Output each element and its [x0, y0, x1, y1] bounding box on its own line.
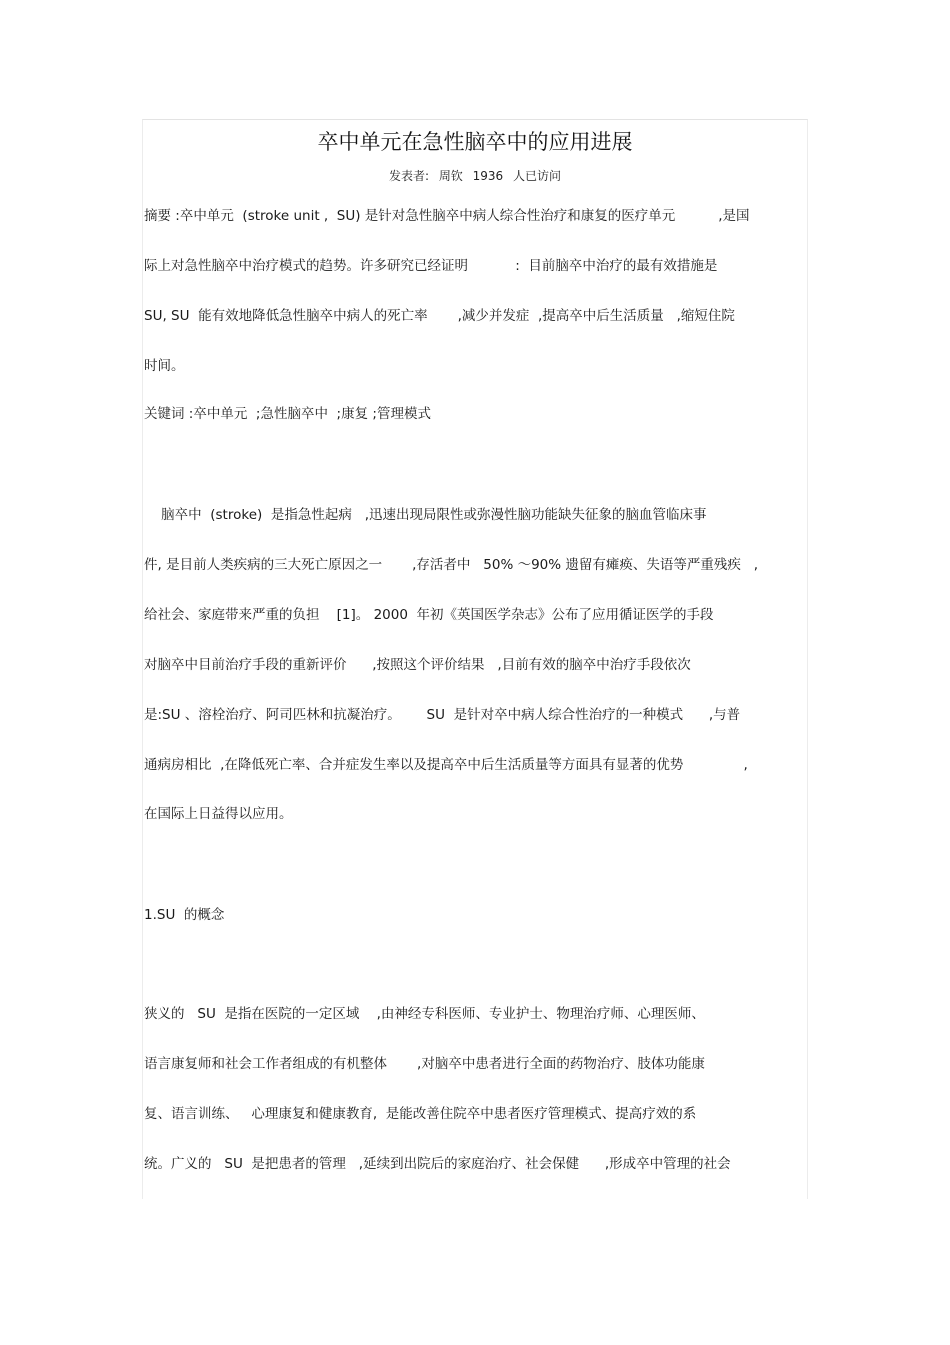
abstract-line: SU, SU 能有效地降低急性脑卒中病人的死亡率 ,减少并发症 ,提高卒中后生活质量 ,缩短住院: [144, 308, 735, 324]
visit-count-suffix: 人已访问: [513, 169, 562, 183]
body-line: 对脑卒中目前治疗手段的重新评价 ,按照这个评价结果 ,目前有效的脑卒中治疗手段依次: [144, 657, 691, 673]
abstract-line: 时间。: [144, 358, 185, 374]
body-line: 是:SU 、溶栓治疗、阿司匹林和抗凝治疗。 SU 是针对卒中病人综合性治疗的一种模式 ,与普: [144, 707, 741, 723]
document-title: 卒中单元在急性脑卒中的应用进展: [317, 130, 633, 154]
body-line: 语言康复师和社会工作者组成的有机整体 ,对脑卒中患者进行全面的药物治疗、肢体功能康: [144, 1056, 705, 1072]
body-line: 脑卒中 (stroke) 是指急性起病 ,迅速出现局限性或弥漫性脑功能缺失征象的脑血管临床事: [144, 507, 707, 523]
body-line: 狭义的 SU 是指在医院的一定区域 ,由神经专科医师、专业护士、物理治疗师、心理医师、: [144, 1006, 705, 1022]
publisher-label: 发表者:: [388, 169, 429, 183]
document-meta: [142, 167, 808, 185]
body-line: 通病房相比 ,在降低死亡率、合并症发生率以及提高卒中后生活质量等方面具有显著的优势 ,: [144, 757, 748, 773]
body-line: 在国际上日益得以应用。: [144, 806, 293, 822]
visit-count: 1936: [472, 169, 504, 183]
keywords-line: 关键词 :卒中单元 ;急性脑卒中 ;康复 ;管理模式: [144, 406, 431, 422]
body-line: 给社会、家庭带来严重的负担 [1]。 2000 年初《英国医学杂志》公布了应用循证医学的手段: [144, 607, 714, 623]
body-line: 复、语言训练、 心理康复和健康教育, 是能改善住院卒中患者医疗管理模式、提高疗效的系: [144, 1106, 697, 1122]
body-line: 件, 是目前人类疾病的三大死亡原因之一 ,存活者中 50% ～90% 遗留有瘫痪、失语等严重残疾 ,: [144, 557, 759, 573]
author-name: 周钦: [438, 169, 463, 183]
abstract-line: 际上对急性脑卒中治疗模式的趋势。许多研究已经证明 : 目前脑卒中治疗的最有效措施是: [144, 258, 718, 274]
section-heading: 1.SU 的概念: [144, 907, 225, 923]
abstract-line: 摘要 :卒中单元 (stroke unit , SU) 是针对急性脑卒中病人综合性治疗和康复的医疗单元 ,是国: [144, 208, 750, 224]
body-line: 统。广义的 SU 是把患者的管理 ,延续到出院后的家庭治疗、社会保健 ,形成卒中管理的社会: [144, 1156, 731, 1172]
